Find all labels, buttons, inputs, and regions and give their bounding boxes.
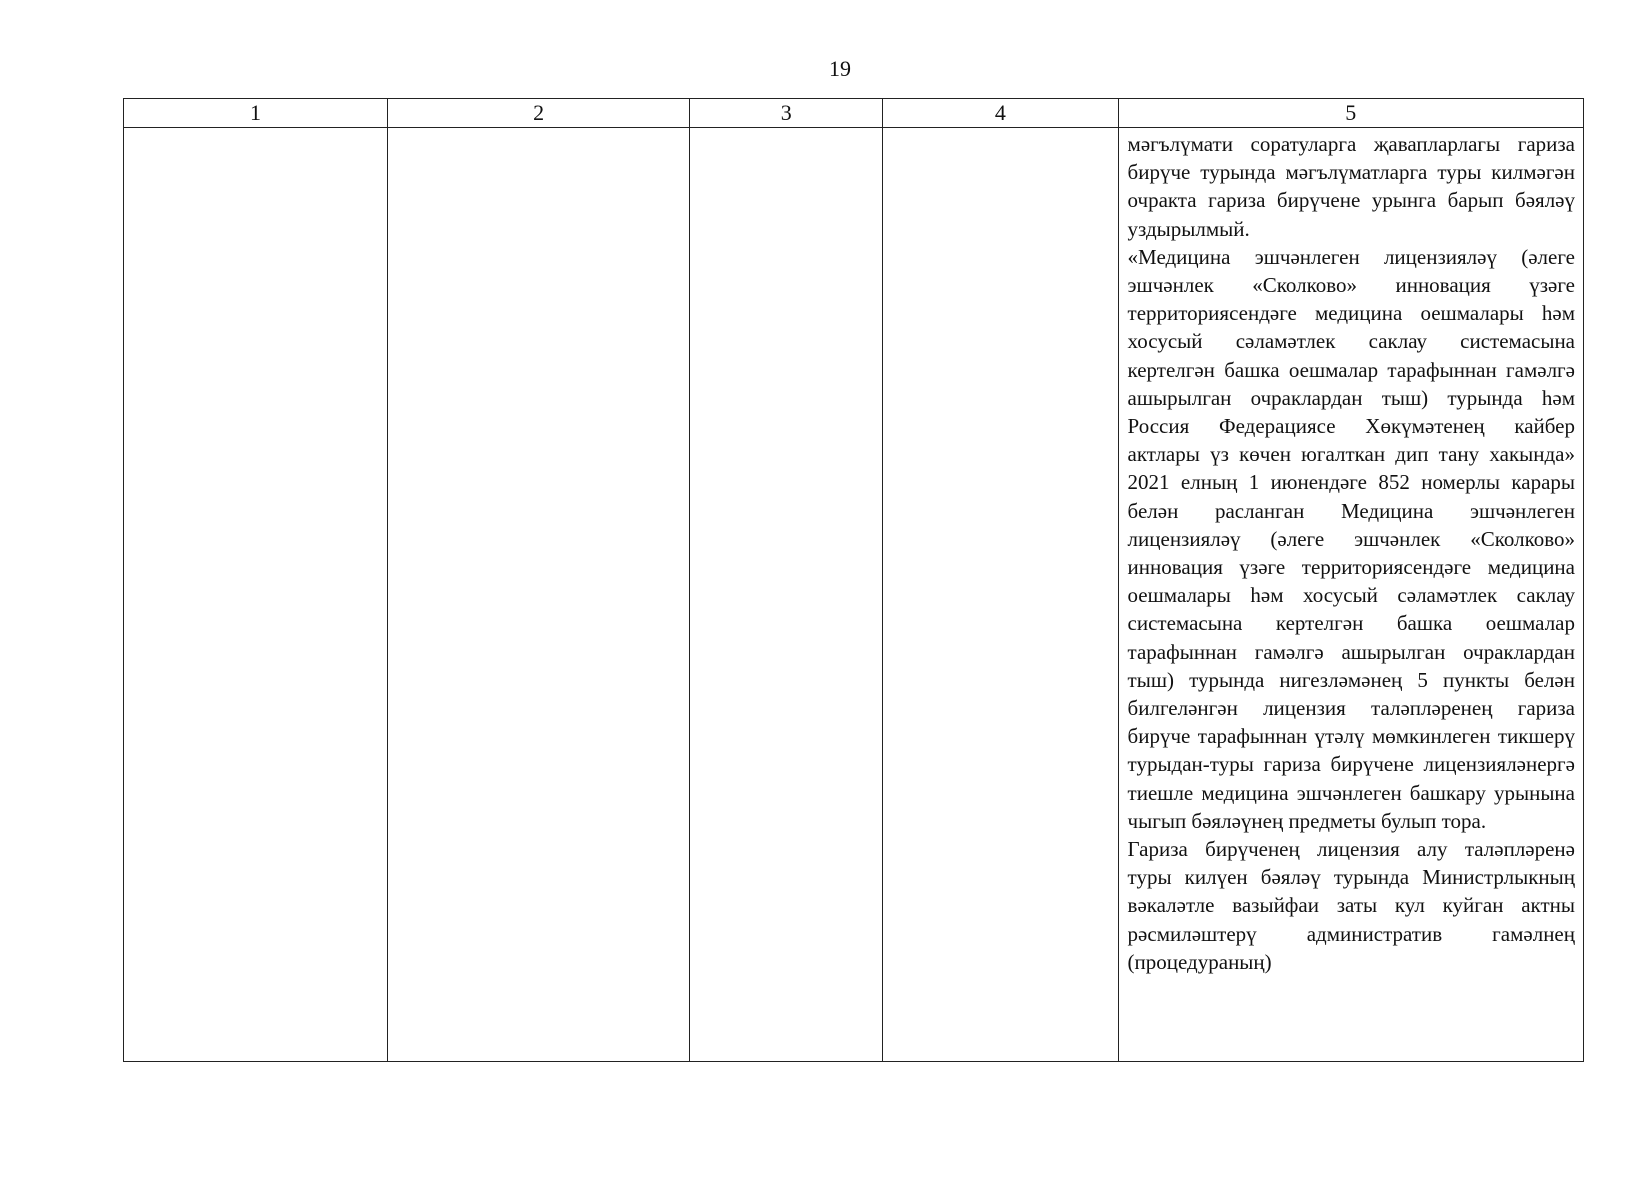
page-number: 19 [829, 56, 851, 81]
header-cell-3: 3 [690, 99, 883, 128]
cell-col-3 [690, 128, 883, 1062]
header-cell-4: 4 [883, 99, 1118, 128]
header-cell-5: 5 [1118, 99, 1583, 128]
cell-col-5-text [1128, 130, 1575, 976]
cell-col-5 [1118, 128, 1583, 1062]
header-cell-2: 2 [388, 99, 690, 128]
paragraph-2: «Медицина эшчәнлеген лицензияләү (әлеге эшчәнлек «Сколково» инновация үзәге территориясендәге медицина оешмалары һәм хосусый сәламәтлек саклау системасына кертелгән башка оешмалар тарафыннан гамәлгә ашырылган очраклардан тыш) турында һәм Россия Федерациясе Хөкүмәтенең кайбер актлары үз көчен югалткан дип тану хакында» 2021 елның 1 июнендәге 852 номерлы карары белән расланган Медицина эшчәнлеген лицензияләү (әлеге эшчәнлек «Сколково» инновация үзәге территориясендәге медицина оешмалары һәм хосусый сәламәтлек саклау системасына кертелгән башка оешмалар тарафыннан гамәлгә ашырылган очраклардан тыш) турында нигезләмәнең 5 пункты белән билгеләнгән лицензия таләпләренең гариза бирүче тарафыннан үтәлү мөмкинлеген тикшерү турыдан-туры гариза бирүчене лицензияләнергә тиешле медицина эшчәнлеген башкару урынына чыгып бәяләүнең предметы булып тора. [1127, 244, 1575, 833]
header-cell-1: 1 [124, 99, 388, 128]
cell-col-4 [883, 128, 1118, 1062]
header-row [124, 99, 1584, 128]
cell-col-1 [124, 128, 388, 1062]
paragraph-3: Гариза бирүченең лицензия алу таләпләренә туры килүен бәяләү турында Министрлыкның вәкаләтле вазыйфаи заты кул куйган актны рәсмиләштерү административ гамәлнең (процедураның) [1127, 837, 1575, 974]
document-table [123, 98, 1584, 1062]
cell-col-2 [388, 128, 690, 1062]
table-row [124, 128, 1584, 1062]
paragraph-1: мәгълүмати соратуларга җавапларлагы гариза бирүче турында мәгълүматларга туры килмәгән очракта гариза бирүчене урынга барып бәяләү уздырылмый. [1127, 132, 1575, 241]
